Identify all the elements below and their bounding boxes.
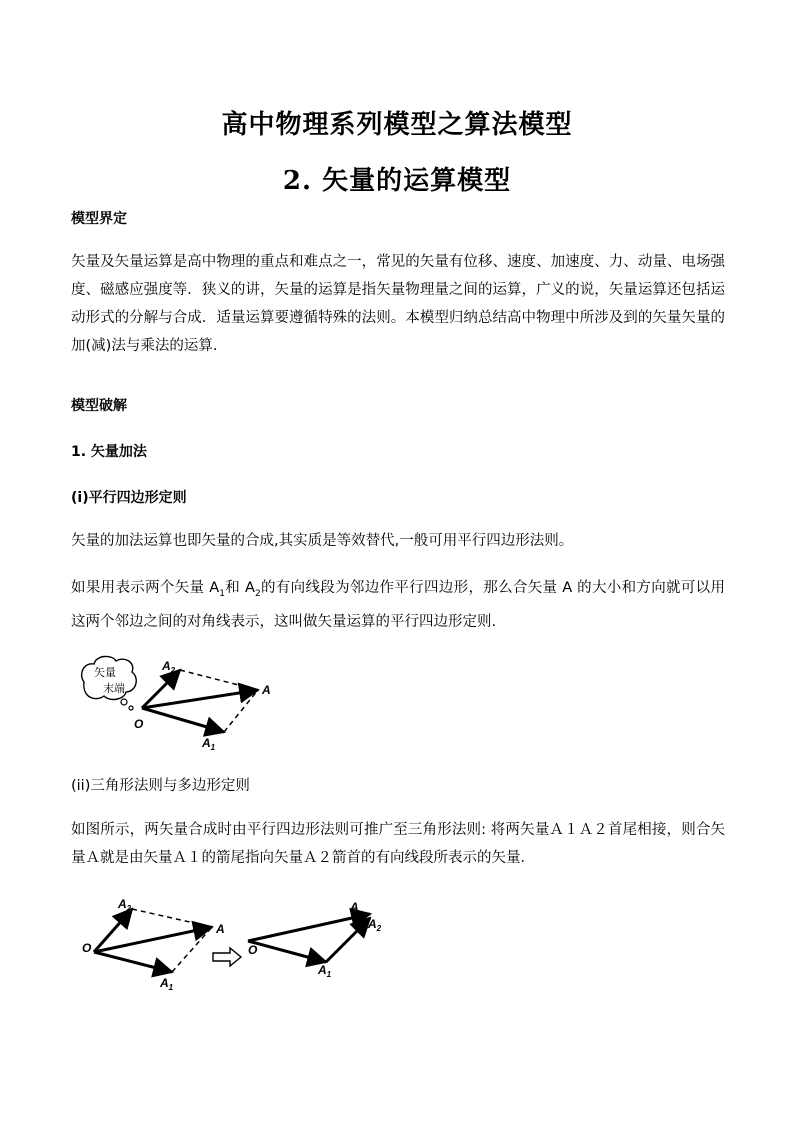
triangle-rule-paragraph: 如图所示，两矢量合成时由平行四边形法则可推广至三角形法则: 将两矢量Ａ１Ａ２首尾相接，则合矢量Ａ就是由矢量Ａ１的箭尾指向矢量Ａ２箭首的有向线段所表示的矢量． xyxy=(71,822,725,866)
page-subtitle: 2. 矢量的运算模型 xyxy=(282,166,512,196)
right-label-A: A xyxy=(350,900,359,914)
left-dashed-top xyxy=(132,909,212,927)
vector-A1-arrow xyxy=(142,708,224,732)
left-vector-A1-arrow xyxy=(94,952,172,972)
left-label-O: O xyxy=(82,941,92,955)
section-heading-definition: 模型界定 xyxy=(71,211,127,227)
definition-paragraph: 矢量及矢量运算是高中物理的重点和难点之一，常见的矢量有位移、速度、加速度、力、动量、电场强度、磁感应强度等．狭义的讲，矢量的运算是指矢量物理量之间的运算，广义的说，矢量运算还包括运动形式的分解与合成．适量运算要遵循特殊的法则。本模型归纳总结高中物理中所涉及到的矢量矢量的加(减)法与乘法的运算. xyxy=(71,254,725,354)
label-A1: $A_1$ xyxy=(202,736,216,752)
parallelogram-intro-paragraph: 矢量的加法运算也即矢量的合成,其实质是等效替代,一般可用平行四边形法则。 xyxy=(71,533,574,549)
right-vector-A1-arrow xyxy=(248,941,326,962)
parallelogram-figure xyxy=(76,652,296,752)
parallelogram-rule-paragraph: 如果用表示两个矢量 $A_1$和 $A_2$的有向线段为邻边作平行四边形，那么合矢量 A 的大小和方向就可以用这两个邻边之间的对角线表示，这叫做矢量运算的平行四边形定则. xyxy=(71,580,725,630)
dashed-side-right xyxy=(224,690,258,732)
subsection-heading-vector-addition: 1. 矢量加法 xyxy=(71,444,147,460)
bubble-text-line1: 矢量 xyxy=(94,666,116,679)
transform-arrow-icon xyxy=(213,948,241,966)
label-O: O xyxy=(134,717,144,731)
subsection-heading-parallelogram-rule: (i)平行四边形定则 xyxy=(71,490,187,506)
section-heading-breakdown: 模型破解 xyxy=(71,398,127,414)
right-label-O: O xyxy=(248,943,258,957)
left-label-A: A xyxy=(216,922,225,936)
bubble-text-line2: 末端 xyxy=(103,682,125,695)
right-vector-A2-arrow xyxy=(326,918,370,962)
subsection-heading-triangle-rule: (ii)三角形法则与多边形定则 xyxy=(71,778,250,794)
left-label-A2: $A_2$ xyxy=(118,897,132,913)
label-A: A xyxy=(262,683,271,697)
page-title: 高中物理系列模型之算法模型 xyxy=(221,110,573,140)
triangle-figure xyxy=(76,894,396,994)
dashed-side-top xyxy=(180,670,258,690)
right-label-A2: $A_2$ xyxy=(368,917,382,933)
left-label-A1: $A_1$ xyxy=(160,976,174,992)
right-label-A1: $A_1$ xyxy=(318,963,332,979)
label-A2: $A_2$ xyxy=(162,659,176,675)
